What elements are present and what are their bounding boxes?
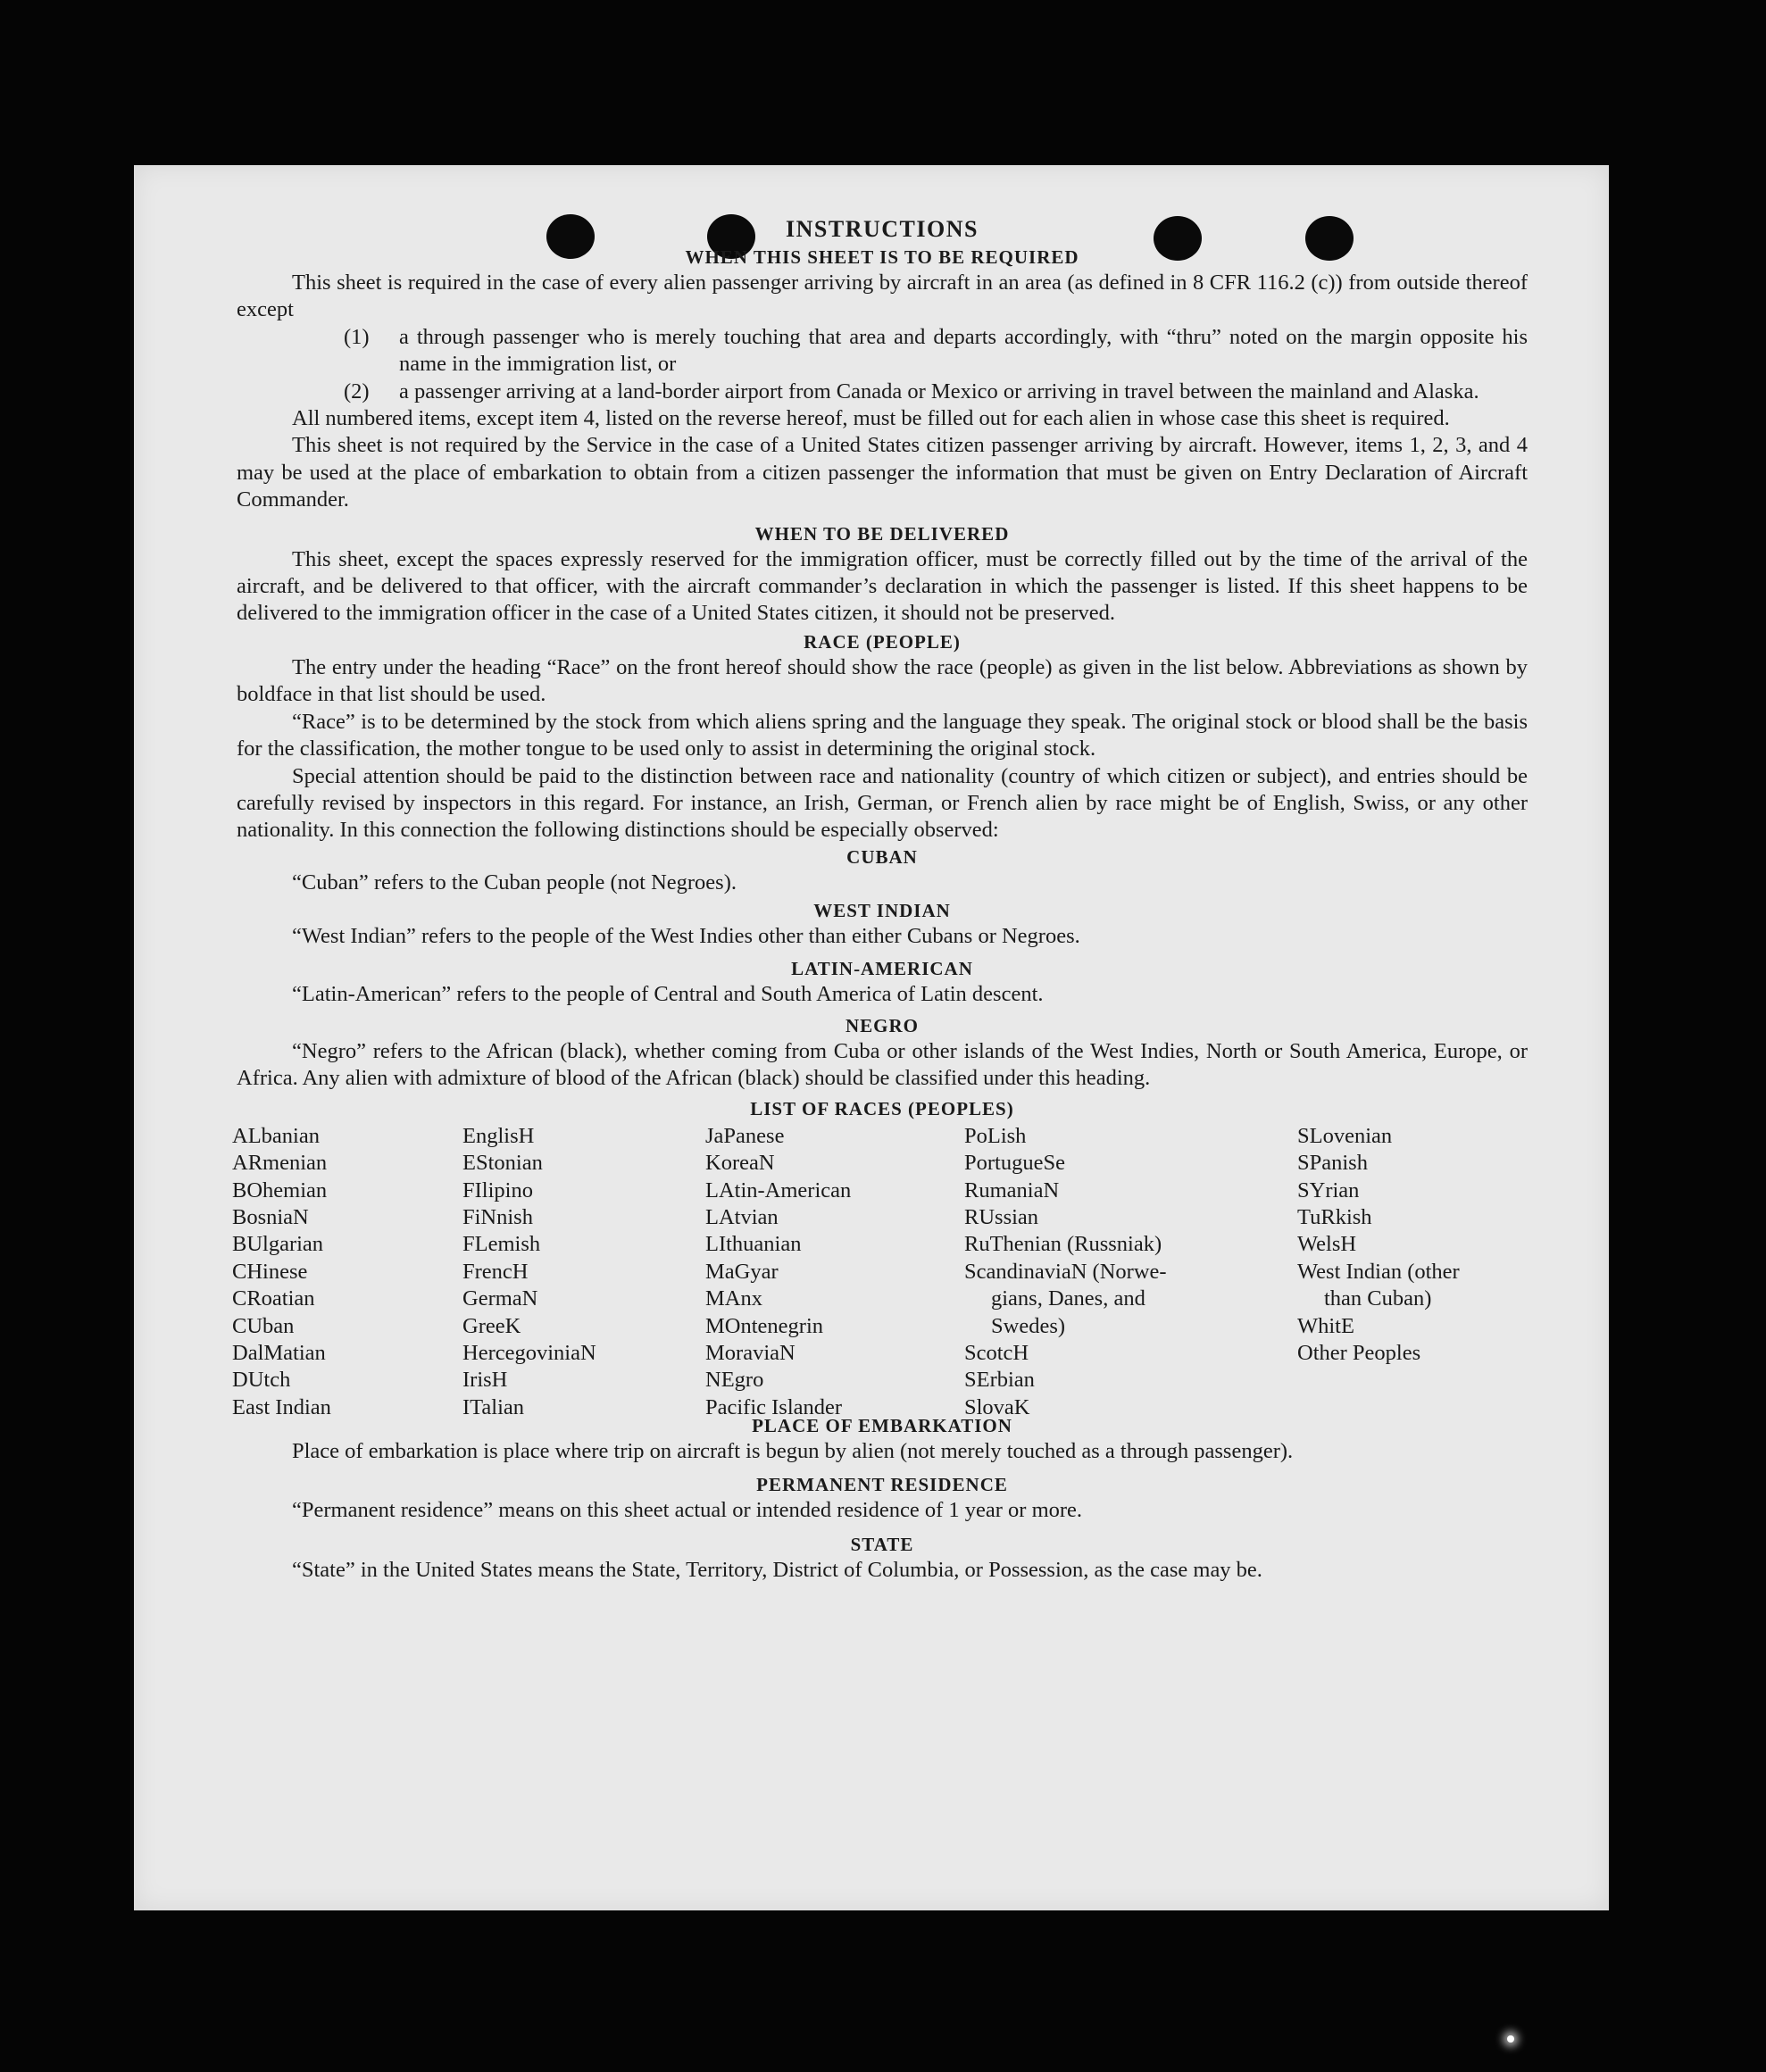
paragraph-race-1: The entry under the heading “Race” on the front hereof should show the race (people) as given in the list below. Abbreviations as shown by boldface in that list should be used. <box>237 654 1528 707</box>
item-text: a through passenger who is merely touching that area and departs accordingly, with “thru” noted on the margin opposite his name in the immigration list, or <box>399 324 1528 377</box>
race-column-2 <box>462 1123 596 1421</box>
race-entry: CRoatian <box>232 1286 315 1311</box>
race-entry: FrencH <box>462 1259 529 1284</box>
race-entry: SYrian <box>1297 1177 1360 1202</box>
race-column-1 <box>232 1123 331 1421</box>
exception-item-2 <box>237 379 1528 405</box>
paragraph-required: This sheet is required in the case of every alien passenger arriving by aircraft in an area (as defined in 8 CFR 116.2 (c)) from outside thereof except <box>237 270 1528 322</box>
item-number: (2) <box>344 379 370 404</box>
race-list <box>232 1123 1528 1419</box>
race-entry: IrisH <box>462 1368 508 1393</box>
light-speck <box>1507 2035 1514 2043</box>
document-sheet <box>134 165 1609 1910</box>
race-column-3 <box>705 1123 851 1421</box>
race-entry: SLovenian <box>1297 1123 1393 1148</box>
paragraph-state: “State” in the United States means the State, Territory, District of Columbia, or Possession, as the case may be. <box>292 1557 1262 1582</box>
heading-residence: PERMANENT RESIDENCE <box>756 1474 1008 1496</box>
race-entry: ScotcH <box>964 1341 1029 1365</box>
race-entry: Pacific Islander <box>705 1394 843 1419</box>
race-entry: BosniaN <box>232 1204 309 1229</box>
paragraph-citizen: This sheet is not required by the Service in the case of a United States citizen passenger arriving by aircraft. However, items 1, 2, 3, and 4 may be used at the place of embarkation to obtain from a citizen passenger the information that must be given on Entry Declaration of Aircraft Commander. <box>237 433 1528 512</box>
heading-state: STATE <box>850 1533 914 1555</box>
page-title: INSTRUCTIONS <box>786 216 979 242</box>
race-entry: NEgro <box>705 1368 764 1393</box>
race-entry: EStonian <box>462 1151 543 1176</box>
race-entry: ScandinaviaN (Norwe- <box>964 1259 1167 1284</box>
race-entry: LAtin-American <box>705 1177 852 1202</box>
item-text: a passenger arriving at a land-border airport from Canada or Mexico or arriving in travel between the mainland and Alaska. <box>399 379 1479 404</box>
race-entry: MoraviaN <box>705 1341 796 1365</box>
race-entry: Other Peoples <box>1297 1341 1421 1365</box>
race-entry: MaGyar <box>705 1259 779 1284</box>
paragraph-delivered: This sheet, except the spaces expressly reserved for the immigration officer, must be correctly filled out by the time of the arrival of the aircraft, and be delivered to that officer, with the aircraft commander’s declaration in which the passenger is listed. If this sheet happens to be delivered to the immigration officer in the case of a United States citizen, it should not be preserved. <box>237 546 1528 626</box>
paragraph-negro: “Negro” refers to the African (black), whether coming from Cuba or other islands of the West Indies, North or South America, Europe, or Africa. Any alien with admixture of blood of the African (black) should be classified under this heading. <box>237 1038 1528 1091</box>
paragraph-race-2: “Race” is to be determined by the stock from which aliens spring and the language they speak. The original stock or blood shall be the basis for the classification, the mother tongue to be used only to assist in determining the original stock. <box>237 709 1528 761</box>
race-entry: EnglisH <box>462 1123 535 1148</box>
paragraph-west-indian: “West Indian” refers to the people of the West Indies other than either Cubans or Negroes. <box>292 924 1080 949</box>
heading-embarkation: PLACE OF EMBARKATION <box>752 1414 1012 1436</box>
race-entry: ITalian <box>462 1394 525 1419</box>
race-entry: PortugueSe <box>964 1151 1065 1176</box>
race-entry: SPanish <box>1297 1151 1368 1176</box>
race-entry: East Indian <box>232 1394 331 1419</box>
race-entry: RuThenian (Russniak) <box>964 1232 1162 1257</box>
exception-item-1 <box>237 324 1528 379</box>
race-entry: RUssian <box>964 1204 1039 1229</box>
heading-latin-american: LATIN-AMERICAN <box>791 957 973 979</box>
race-entry: RumaniaN <box>964 1177 1060 1202</box>
race-entry: SErbian <box>964 1368 1035 1393</box>
race-entry: WelsH <box>1297 1232 1357 1257</box>
heading-negro: NEGRO <box>845 1014 919 1036</box>
race-entry: LAtvian <box>705 1204 779 1229</box>
item-number: (1) <box>344 324 370 349</box>
race-entry: gians, Danes, and <box>991 1286 1145 1311</box>
race-entry: Swedes) <box>991 1313 1066 1338</box>
paragraph-race-3: Special attention should be paid to the distinction between race and nationality (country of which citizen or subject), and entries should be carefully revised by inspectors in this regard. For instance, an Irish, German, or French alien by race might be of English, Swiss, or any other nationality. In this connection the following distinctions should be especially observed: <box>237 763 1528 843</box>
race-entry: MOntenegrin <box>705 1313 823 1338</box>
paragraph-embarkation: Place of embarkation is place where trip on aircraft is begun by alien (not merely touched as a through passenger). <box>292 1438 1294 1463</box>
race-entry: than Cuban) <box>1324 1286 1432 1311</box>
race-entry: KoreaN <box>705 1151 775 1176</box>
race-entry: SlovaK <box>964 1394 1030 1419</box>
heading-when-delivered: WHEN TO BE DELIVERED <box>754 522 1010 545</box>
race-entry: WhitE <box>1297 1313 1354 1338</box>
race-entry: FLemish <box>462 1232 541 1257</box>
paragraph-residence: “Permanent residence” means on this sheet actual or intended residence of 1 year or more. <box>292 1498 1083 1523</box>
race-entry: West Indian (other <box>1297 1259 1460 1284</box>
race-entry: PoLish <box>964 1123 1027 1148</box>
race-entry: GreeK <box>462 1313 521 1338</box>
race-entry: MAnx <box>705 1286 762 1311</box>
race-entry: TuRkish <box>1297 1204 1372 1229</box>
heading-race: RACE (PEOPLE) <box>804 630 961 653</box>
race-column-5 <box>1297 1123 1538 1368</box>
heading-when-required: WHEN THIS SHEET IS TO BE REQUIRED <box>685 246 1079 268</box>
race-entry: CUban <box>232 1313 295 1338</box>
race-entry: DalMatian <box>232 1341 326 1365</box>
paragraph-numbered-items: All numbered items, except item 4, listed on the reverse hereof, must be filled out for each alien in whose case this sheet is required. <box>292 406 1450 431</box>
race-entry: DUtch <box>232 1368 291 1393</box>
heading-cuban: CUBAN <box>846 845 918 868</box>
race-entry: ALbanian <box>232 1123 320 1148</box>
race-entry: CHinese <box>232 1259 308 1284</box>
race-entry: HercegoviniaN <box>462 1341 596 1365</box>
race-entry: ARmenian <box>232 1151 328 1176</box>
heading-list-of-races: LIST OF RACES (PEOPLES) <box>750 1097 1014 1119</box>
instructions-content <box>232 214 1528 1584</box>
race-entry: BOhemian <box>232 1177 328 1202</box>
race-entry: FiNnish <box>462 1204 533 1229</box>
race-column-4 <box>964 1123 1223 1421</box>
race-entry: FIlipino <box>462 1177 533 1202</box>
race-entry: GermaN <box>462 1286 538 1311</box>
race-entry: BUlgarian <box>232 1232 324 1257</box>
paragraph-cuban: “Cuban” refers to the Cuban people (not Negroes). <box>292 870 737 895</box>
paragraph-latin-american: “Latin-American” refers to the people of Central and South America of Latin descent. <box>292 981 1044 1006</box>
heading-west-indian: WEST INDIAN <box>813 900 951 922</box>
race-entry: LIthuanian <box>705 1232 802 1257</box>
race-entry: JaPanese <box>705 1123 785 1148</box>
